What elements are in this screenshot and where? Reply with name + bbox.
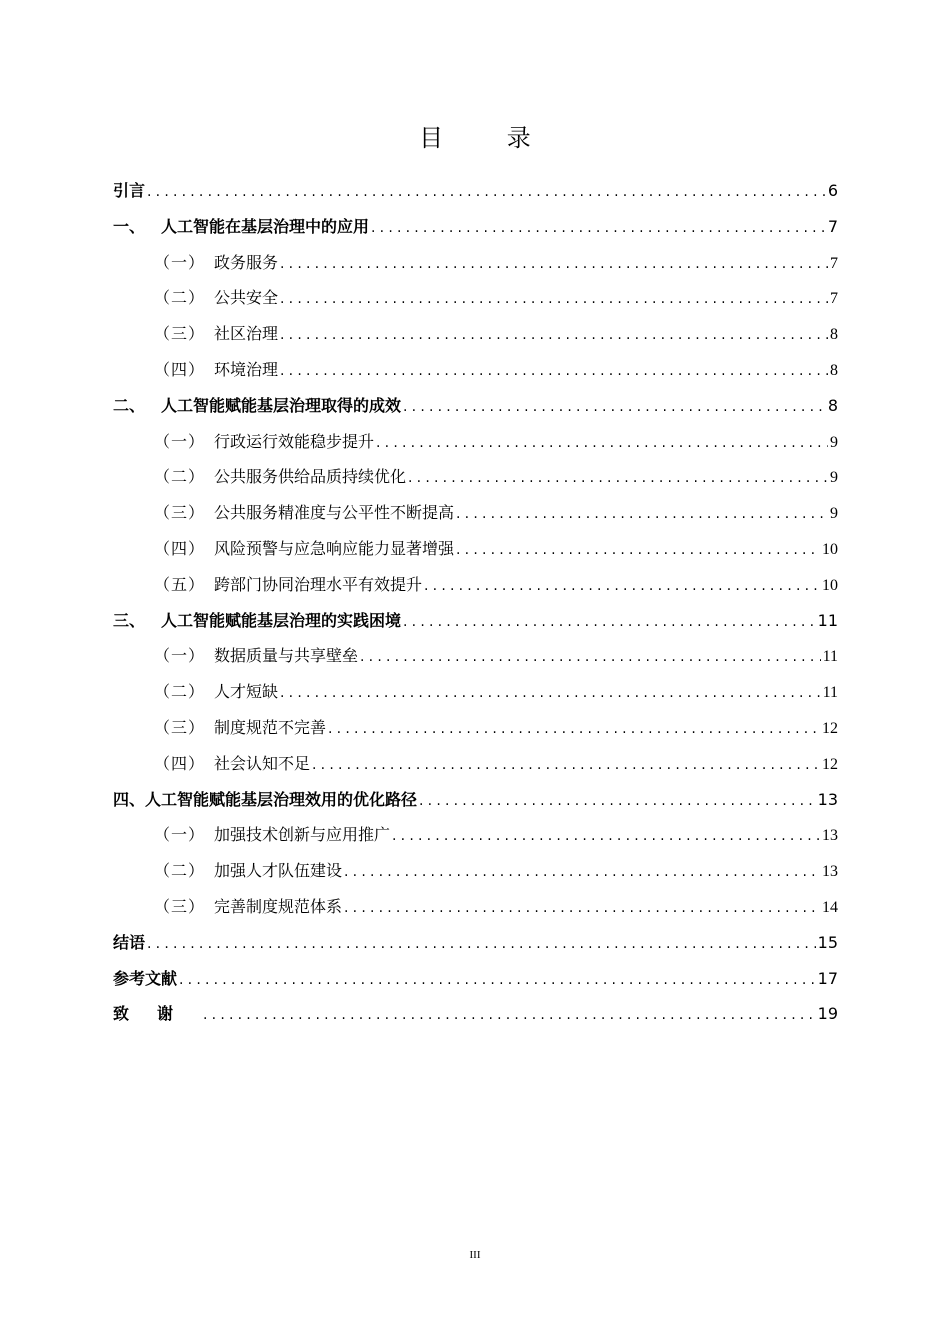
toc-entry-number: 四、 — [113, 789, 146, 809]
toc-entry-text: 环境治理 — [214, 359, 279, 379]
toc-entry-text: 公共服务精准度与公平性不断提高 — [214, 503, 455, 523]
toc-entry-page: 9 — [830, 433, 838, 451]
toc-entry-number: （三） — [154, 503, 206, 523]
toc-entry-number: （一） — [154, 825, 206, 845]
toc-entry-page: 6 — [827, 181, 838, 200]
toc-entry-page: 8 — [827, 395, 838, 415]
dot-leader — [280, 318, 828, 354]
toc-entry-page: 8 — [830, 361, 838, 379]
toc-entry-number: （二） — [154, 288, 206, 308]
toc-entry-page: 11 — [822, 684, 838, 702]
toc-entry[interactable] — [113, 853, 838, 889]
dot-leader — [456, 533, 820, 569]
dot-leader — [403, 605, 816, 641]
toc-entry[interactable] — [113, 674, 838, 710]
toc-entry-label — [154, 817, 390, 853]
toc-entry-label — [113, 996, 201, 1032]
dot-leader — [147, 927, 816, 963]
toc-entry-page: 11 — [817, 610, 838, 630]
dot-leader — [360, 640, 821, 676]
toc-entry[interactable] — [113, 817, 838, 853]
toc-entry[interactable] — [113, 316, 838, 352]
dot-leader — [280, 247, 828, 283]
toc-entry-text: 致谢 — [113, 1004, 202, 1024]
toc-entry-text: 人工智能赋能基层治理的实践困境 — [161, 610, 402, 630]
toc-entry-number: 一、 — [113, 216, 146, 236]
toc-entry-text: 行政运行效能稳步提升 — [214, 431, 375, 451]
dot-leader — [280, 354, 828, 390]
toc-entry-page: 11 — [822, 648, 838, 666]
toc-entry-page: 13 — [822, 827, 838, 845]
toc-entry[interactable] — [113, 352, 838, 388]
toc-entry[interactable] — [113, 710, 838, 746]
toc-entry-page: 9 — [830, 469, 838, 487]
toc-entry[interactable] — [113, 173, 838, 209]
dot-leader — [179, 963, 816, 999]
toc-entry-page: 13 — [817, 789, 838, 809]
toc-entry-label — [154, 424, 374, 460]
toc-entry-number: （三） — [154, 717, 206, 737]
toc-entry-text: 人才短缺 — [214, 682, 279, 702]
toc-entry-page: 15 — [817, 932, 838, 952]
toc-entry-text: 制度规范不完善 — [214, 717, 327, 737]
toc-entry-text: 引言 — [113, 181, 146, 200]
dot-leader — [419, 784, 816, 820]
dot-leader — [328, 712, 820, 748]
toc-entry-number: （五） — [154, 574, 206, 594]
toc-entry-label — [113, 209, 369, 245]
toc-entry-number: （一） — [154, 646, 206, 666]
toc-entry-text: 公共服务供给品质持续优化 — [214, 467, 407, 487]
page-number: III — [469, 1249, 481, 1261]
toc-entry-text: 结语 — [113, 932, 146, 952]
toc-entry[interactable] — [113, 889, 838, 925]
toc-entry-text: 人工智能赋能基层治理效用的优化路径 — [145, 789, 418, 809]
toc-entry-page: 12 — [822, 755, 838, 773]
toc-entry-page: 17 — [817, 968, 838, 988]
toc-entry-label — [154, 853, 342, 889]
toc-entry-label — [154, 531, 454, 567]
dot-leader — [371, 211, 826, 247]
toc-entry[interactable] — [113, 603, 838, 639]
toc-entry-page: 10 — [822, 540, 838, 558]
toc-entry[interactable] — [113, 388, 838, 424]
toc-entry-label — [113, 173, 145, 209]
dot-leader — [456, 497, 828, 533]
toc-entry-text: 跨部门协同治理水平有效提升 — [214, 574, 423, 594]
toc-entry-label — [154, 889, 342, 925]
toc-entry-page: 12 — [822, 719, 838, 737]
toc-entry-page: 9 — [830, 505, 838, 523]
dot-leader — [280, 676, 821, 712]
dot-leader — [280, 282, 828, 318]
toc-entry-text: 数据质量与共享壁垒 — [214, 646, 359, 666]
toc-entry-text: 加强人才队伍建设 — [214, 861, 343, 881]
toc-entry[interactable] — [113, 209, 838, 245]
toc-entry-page: 10 — [822, 576, 838, 594]
toc-entry-label — [113, 388, 401, 424]
dot-leader — [408, 461, 828, 497]
toc-entry-label — [154, 710, 326, 746]
toc-entry[interactable] — [113, 280, 838, 316]
toc-entry-page: 19 — [817, 1004, 838, 1024]
toc-entry-text: 完善制度规范体系 — [214, 896, 343, 916]
toc-entry-label — [154, 280, 278, 316]
table-of-contents — [113, 173, 838, 1032]
toc-entry-label — [154, 245, 278, 281]
toc-entry-label — [154, 567, 422, 603]
dot-leader — [424, 569, 820, 605]
toc-entry-number: （四） — [154, 359, 206, 379]
toc-entry-number: （二） — [154, 861, 206, 881]
toc-entry-label — [154, 495, 454, 531]
toc-entry-label — [113, 782, 417, 818]
toc-entry-text: 人工智能赋能基层治理取得的成效 — [161, 395, 402, 415]
toc-entry-number: （二） — [154, 682, 206, 702]
toc-entry-number: （二） — [154, 467, 206, 487]
toc-entry-page: 8 — [830, 326, 838, 344]
toc-entry-label — [154, 352, 278, 388]
toc-entry-page: 14 — [822, 898, 838, 916]
toc-entry[interactable] — [113, 567, 838, 603]
toc-entry-text: 公共安全 — [214, 288, 279, 308]
toc-entry-number: （四） — [154, 538, 206, 558]
toc-entry-label — [154, 316, 278, 352]
toc-entry-label — [154, 459, 406, 495]
toc-entry-page: 13 — [822, 863, 838, 881]
toc-entry-text: 社会认知不足 — [214, 753, 311, 773]
toc-entry-page: 7 — [827, 216, 838, 236]
toc-entry-number: 三、 — [113, 610, 146, 630]
toc-entry-text: 社区治理 — [214, 324, 279, 344]
toc-entry-label — [113, 603, 401, 639]
toc-entry-page: 7 — [830, 254, 838, 272]
toc-entry-label — [113, 961, 177, 997]
toc-entry-number: （一） — [154, 252, 206, 272]
dot-leader — [392, 819, 820, 855]
toc-entry[interactable] — [113, 495, 838, 531]
toc-entry-page: 7 — [830, 290, 838, 308]
toc-entry-label — [154, 746, 310, 782]
toc-entry[interactable] — [113, 638, 838, 674]
page-title: 目 录 — [419, 124, 559, 152]
toc-entry-number: 二、 — [113, 395, 146, 415]
toc-entry[interactable] — [113, 996, 838, 1032]
dot-leader — [344, 891, 820, 927]
dot-leader — [376, 426, 828, 462]
toc-entry-text: 参考文献 — [113, 968, 178, 988]
toc-entry[interactable] — [113, 925, 838, 961]
toc-entry-number: （一） — [154, 431, 206, 451]
toc-entry[interactable] — [113, 746, 838, 782]
toc-entry-text: 加强技术创新与应用推广 — [214, 825, 391, 845]
toc-entry[interactable] — [113, 961, 838, 997]
toc-entry-text: 政务服务 — [214, 252, 279, 272]
dot-leader — [203, 998, 816, 1034]
toc-entry-label — [154, 674, 278, 710]
toc-entry-number: （三） — [154, 324, 206, 344]
toc-entry[interactable] — [113, 424, 838, 460]
toc-entry[interactable] — [113, 531, 838, 567]
toc-entry[interactable] — [113, 459, 838, 495]
dot-leader — [344, 855, 820, 891]
toc-entry[interactable] — [113, 782, 838, 818]
toc-entry-text: 人工智能在基层治理中的应用 — [161, 216, 370, 236]
toc-entry-label — [154, 638, 358, 674]
dot-leader — [312, 748, 820, 784]
toc-entry-number: （四） — [154, 753, 206, 773]
dot-leader — [147, 175, 826, 211]
toc-entry[interactable] — [113, 245, 838, 281]
toc-entry-label — [113, 925, 145, 961]
dot-leader — [403, 390, 826, 426]
toc-entry-text: 风险预警与应急响应能力显著增强 — [214, 538, 455, 558]
toc-entry-number: （三） — [154, 896, 206, 916]
